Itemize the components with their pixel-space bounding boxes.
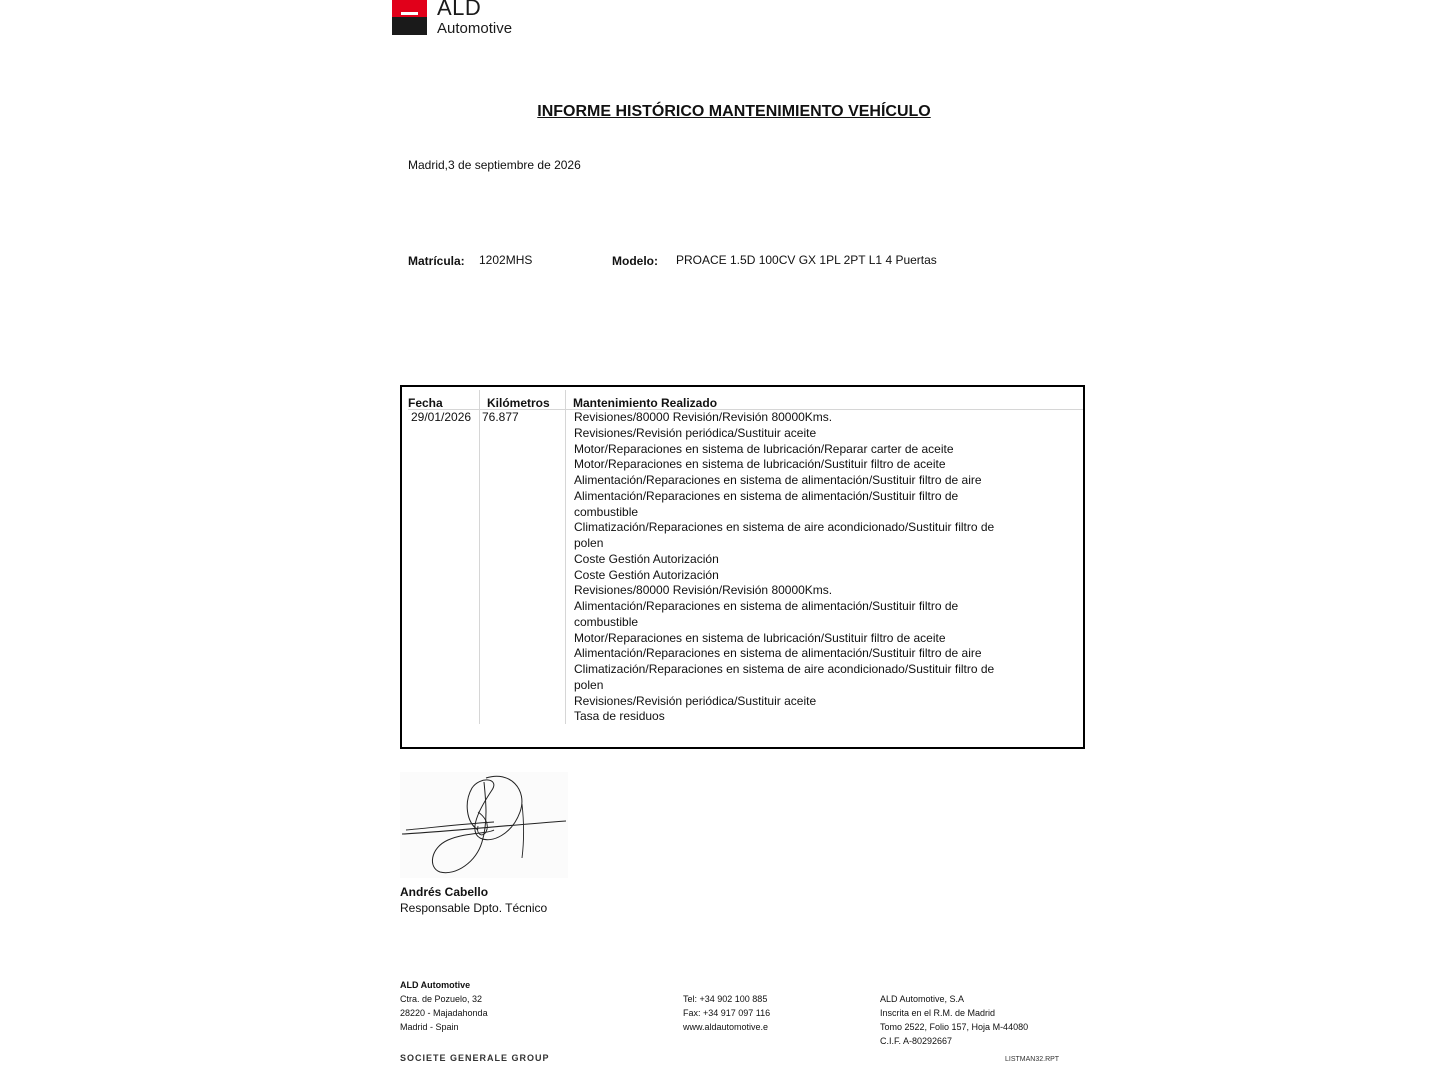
footer-legal-block [880,992,1028,1048]
footer-address-line: Madrid - Spain [400,1022,459,1032]
maintenance-item: Motor/Reparaciones en sistema de lubricación/Sustituir filtro de aceite [574,457,946,472]
footer-legal-line: ALD Automotive, S.A [880,994,965,1004]
row-maintenance-list [574,410,1004,725]
modelo-value: PROACE 1.5D 100CV GX 1PL 2PT L1 4 Puertas [676,253,937,267]
handwritten-signature [400,772,568,878]
footer-phone: Tel: +34 902 100 885 [683,994,768,1004]
footer-address-line: 28220 - Majadahonda [400,1008,488,1018]
maintenance-item: Revisiones/Revisión periódica/Sustituir aceite [574,693,817,708]
report-code: LISTMAN32.RPT [1005,1056,1060,1063]
footer-legal-line: C.I.F. A-80292667 [880,1036,953,1046]
logo-white-bar [401,12,418,15]
date-city: Madrid, [408,158,449,172]
maintenance-item: Climatización/Reparaciones en sistema de aire acondicionado/Sustituir filtro de polen [574,662,995,692]
column-divider-2 [565,390,566,724]
maintenance-item: Alimentación/Reparaciones en sistema de alimentación/Sustituir filtro de aire [574,646,982,661]
footer-company-block [400,978,488,1034]
footer-fax: Fax: +34 917 097 116 [683,1008,771,1018]
row-fecha: 29/01/2026 [411,410,472,424]
signer-name: Andrés Cabello [400,885,489,899]
maintenance-item: Climatización/Reparaciones en sistema de aire acondicionado/Sustituir filtro de polen [574,520,995,550]
footer-address-line: Ctra. de Pozuelo, 32 [400,994,483,1004]
header-kilometros: Kilómetros [487,396,550,410]
header-fecha: Fecha [408,396,443,410]
modelo-label: Modelo: [612,254,658,268]
maintenance-item: Alimentación/Reparaciones en sistema de alimentación/Sustituir filtro de combustible [574,599,959,629]
maintenance-item: Revisiones/Revisión periódica/Sustituir aceite [574,425,817,440]
footer-company: ALD Automotive [400,980,471,990]
date-value: 3 de septiembre de 2026 [448,158,581,172]
maintenance-item: Coste Gestión Autorización [574,567,719,582]
maintenance-item: Alimentación/Reparaciones en sistema de alimentación/Sustituir filtro de combustible [574,488,959,519]
footer-legal-line: Tomo 2522, Folio 157, Hoja M-44080 [880,1022,1029,1032]
logo-text-automotive: Automotive [437,20,513,37]
report-date [408,158,581,172]
maintenance-item: Alimentación/Reparaciones en sistema de alimentación/Sustituir filtro de aire [574,473,982,487]
footer-contact-block [683,992,770,1034]
footer-website: www.aldautomotive.e [683,1022,769,1032]
logo-text-ald: ALD [437,0,482,20]
maintenance-item: Revisiones/80000 Revisión/Revisión 80000Kms. [574,583,833,598]
matricula-value: 1202MHS [479,253,533,267]
signer-role: Responsable Dpto. Técnico [400,901,548,915]
logo-black-square [392,17,427,35]
maintenance-item: Tasa de residuos [574,709,665,724]
matricula-label: Matrícula: [408,254,465,268]
maintenance-item: Motor/Reparaciones en sistema de lubricación/Reparar carter de aceite [574,441,954,456]
footer-legal-line: Inscrita en el R.M. de Madrid [880,1008,996,1018]
maintenance-item: Revisiones/80000 Revisión/Revisión 80000Kms. [574,410,833,424]
header-mantenimiento: Mantenimiento Realizado [573,396,718,410]
group-name: SOCIETE GENERALE GROUP [400,1053,550,1063]
maintenance-table [400,385,1085,749]
ald-logo [392,0,524,36]
column-divider-1 [479,390,480,724]
maintenance-item: Motor/Reparaciones en sistema de lubricación/Sustituir filtro de aceite [574,630,946,645]
row-kilometros: 76.877 [482,410,519,424]
maintenance-item: Coste Gestión Autorización [574,551,719,566]
report-title: INFORME HISTÓRICO MANTENIMIENTO VEHÍCULO [537,103,931,120]
